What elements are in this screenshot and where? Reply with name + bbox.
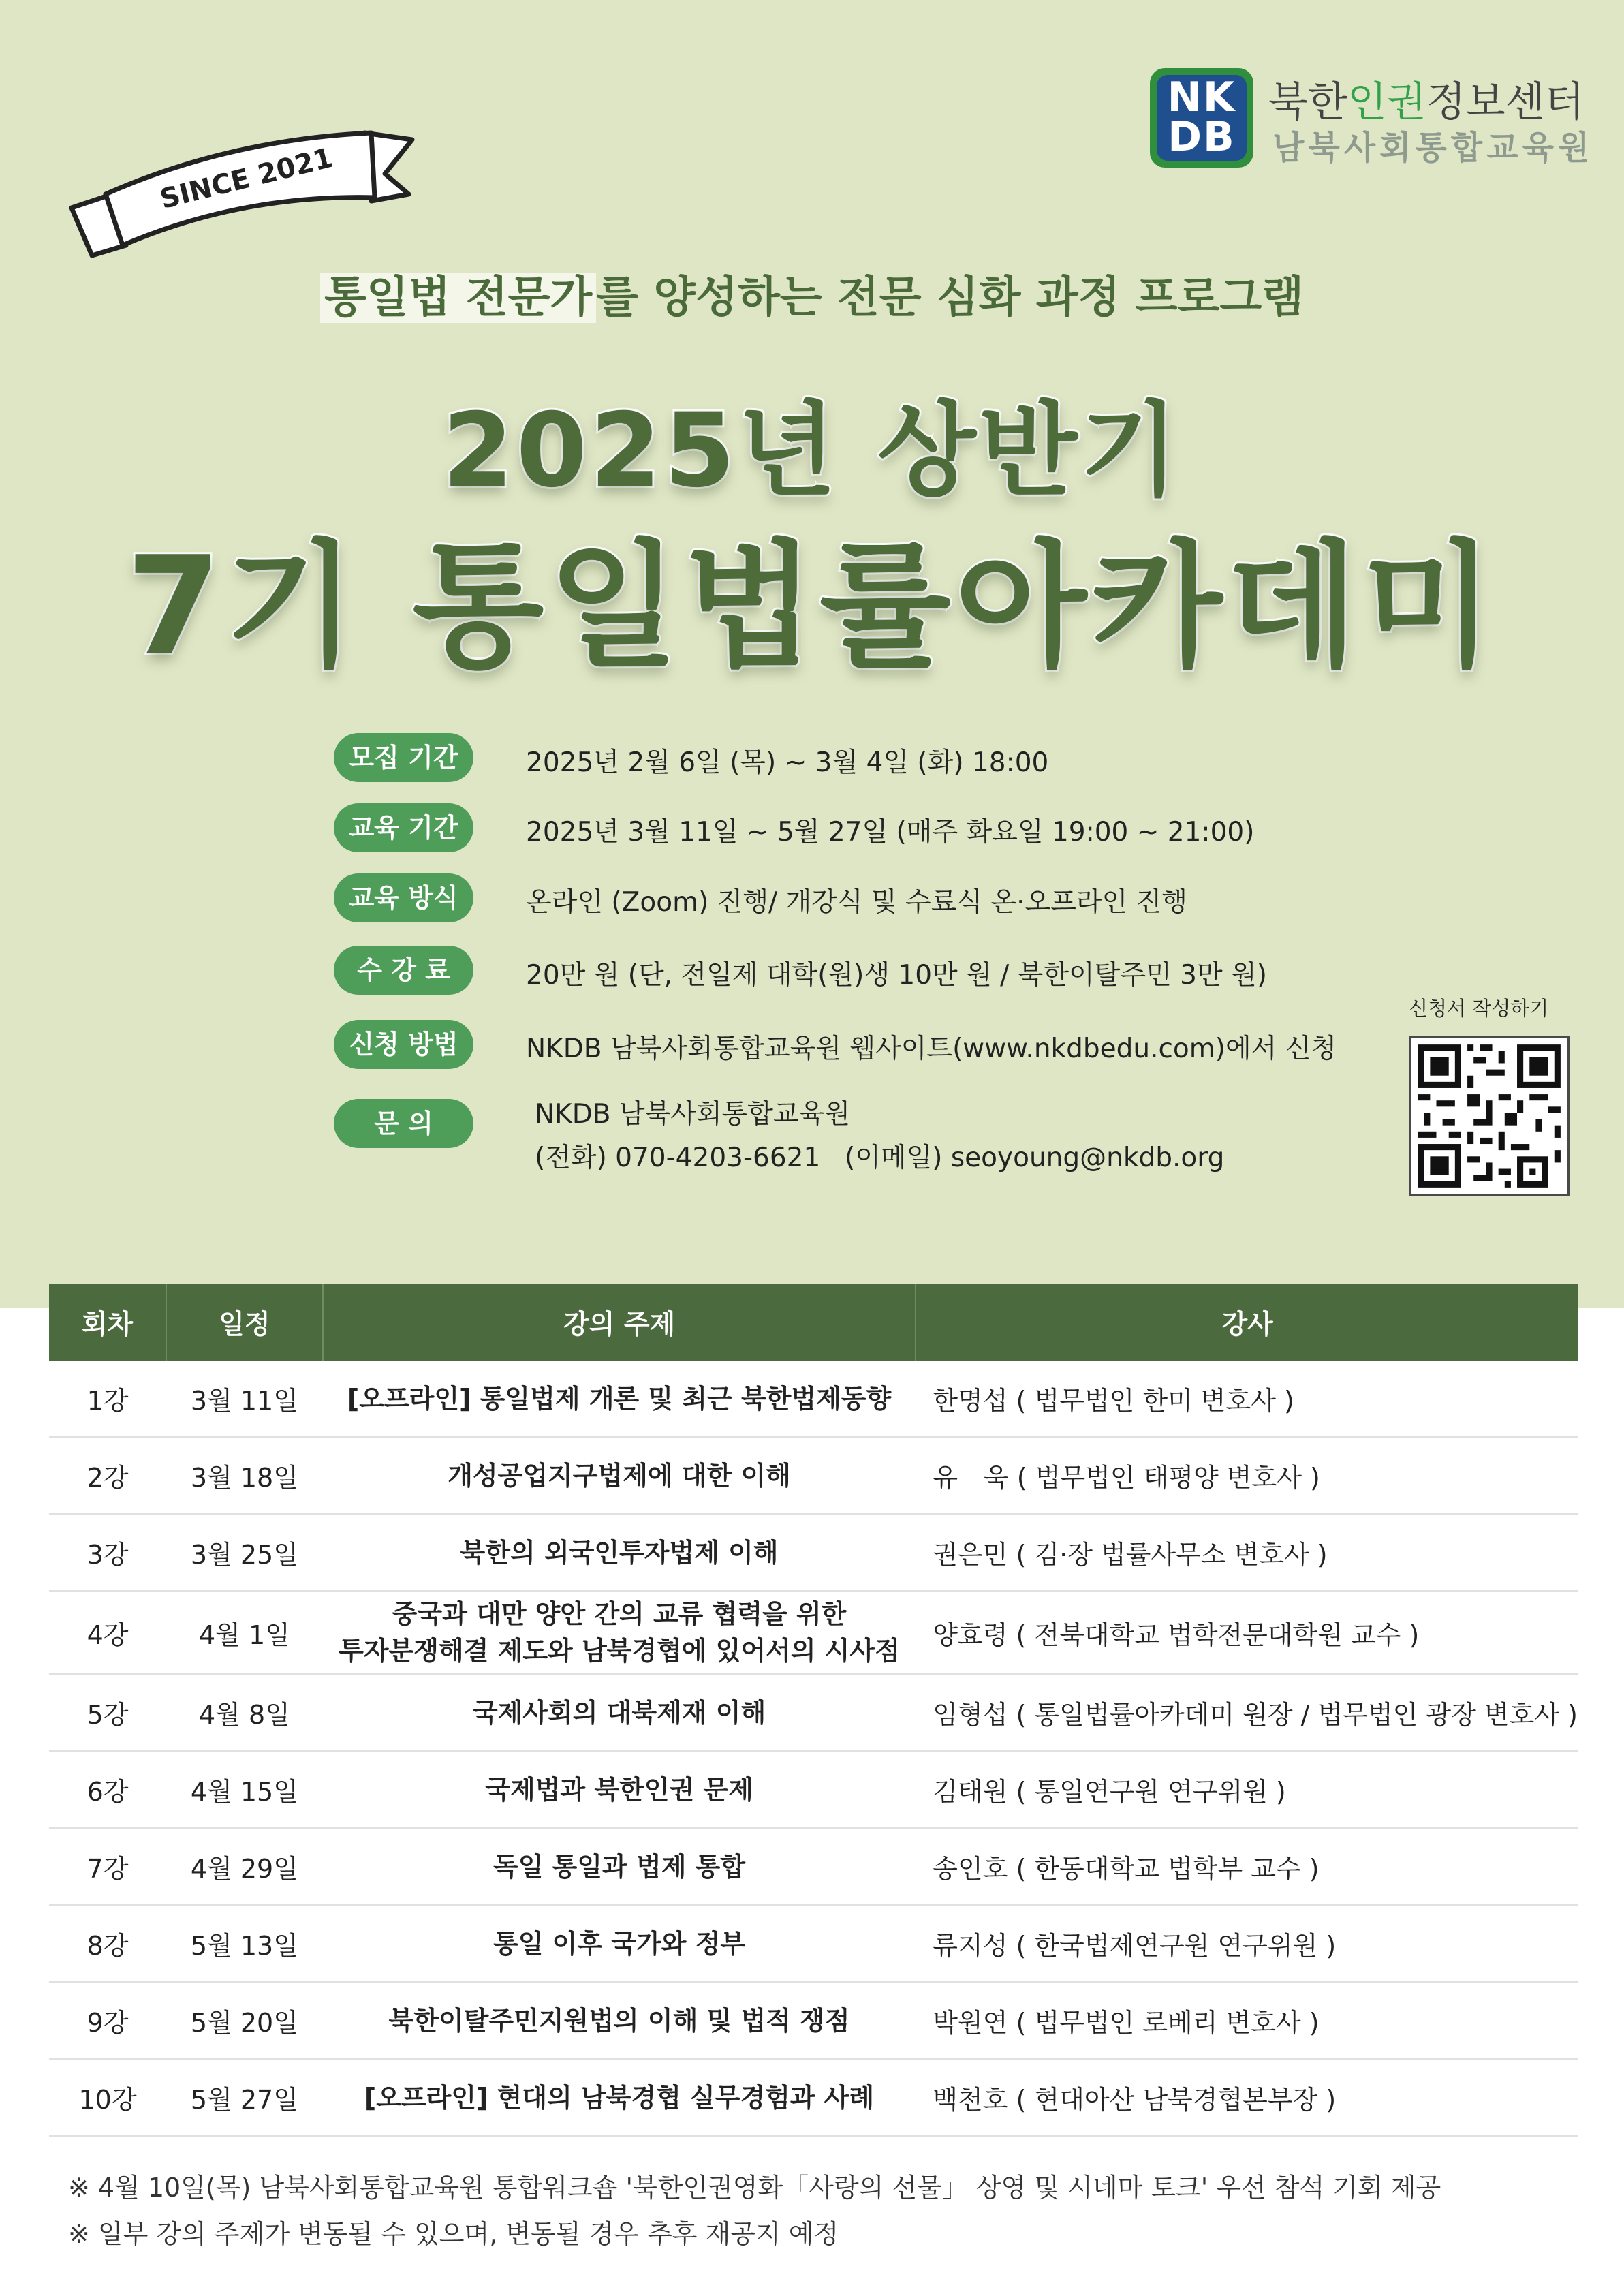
contact-phone: (전화) 070-4203-6621 bbox=[535, 1143, 821, 1173]
session-no: 2강 bbox=[49, 1437, 166, 1514]
note-2: ※ 일부 강의 주제가 변동될 수 있으며, 변동될 경우 추후 재공지 예정 bbox=[68, 2219, 839, 2249]
session-date: 3월 11일 bbox=[166, 1361, 323, 1437]
title-line-2: 7기 통일법률아카데미 bbox=[126, 527, 1498, 686]
label-contact: 문 의 bbox=[334, 1099, 473, 1148]
program-subtitle: 통일법 전문가를 양성하는 전문 심화 과정 프로그램 bbox=[0, 262, 1624, 325]
session-date: 4월 1일 bbox=[166, 1591, 323, 1674]
session-date: 5월 20일 bbox=[166, 1982, 323, 2059]
session-date: 5월 27일 bbox=[166, 2059, 323, 2136]
ribbon-text: SINCE 2021 bbox=[157, 142, 337, 216]
contact-email[interactable]: (이메일) seoyoung@nkdb.org bbox=[845, 1143, 1225, 1173]
session-date: 4월 29일 bbox=[166, 1828, 323, 1905]
table-row bbox=[49, 1982, 1578, 2059]
org-subname: 남북사회통합교육원 bbox=[1272, 129, 1594, 167]
table-row bbox=[49, 1751, 1578, 1828]
session-date: 3월 25일 bbox=[166, 1514, 323, 1591]
label-edu-period: 교육 기간 bbox=[334, 803, 473, 852]
session-lecturer: 한명섭 ( 법무법인 한미 변호사 ) bbox=[916, 1361, 1578, 1437]
session-lecturer: 권은민 ( 김·장 법률사무소 변호사 ) bbox=[916, 1514, 1578, 1591]
table-row bbox=[49, 1514, 1578, 1591]
label-edu-method: 교육 방식 bbox=[334, 873, 473, 922]
col-topic: 강의 주제 bbox=[323, 1284, 916, 1361]
session-date: 4월 8일 bbox=[166, 1674, 323, 1751]
session-lecturer: 김태원 ( 통일연구원 연구위원 ) bbox=[916, 1751, 1578, 1828]
session-topic: 독일 통일과 법제 통합 bbox=[323, 1828, 916, 1905]
session-lecturer: 송인호 ( 한동대학교 법학부 교수 ) bbox=[916, 1828, 1578, 1905]
value-edu-method: 온라인 (Zoom) 진행/ 개강식 및 수료식 온·오프라인 진행 bbox=[526, 887, 1187, 918]
session-topic: 개성공업지구법제에 대한 이해 bbox=[323, 1437, 916, 1514]
table-row bbox=[49, 1591, 1578, 1674]
session-no: 1강 bbox=[49, 1361, 166, 1437]
session-topic: 북한의 외국인투자법제 이해 bbox=[323, 1514, 916, 1591]
session-no: 4강 bbox=[49, 1591, 166, 1674]
title-line-1: 2025년 상반기 bbox=[442, 392, 1182, 510]
session-topic bbox=[323, 1591, 916, 1674]
session-topic: [오프라인] 통일법제 개론 및 최근 북한법제동향 bbox=[323, 1361, 916, 1437]
schedule-table bbox=[49, 1284, 1578, 2137]
session-lecturer: 양효령 ( 전북대학교 법학전문대학원 교수 ) bbox=[916, 1591, 1578, 1674]
value-recruit-period: 2025년 2월 6일 (목) ~ 3월 4일 (화) 18:00 bbox=[526, 747, 1049, 778]
session-no: 9강 bbox=[49, 1982, 166, 2059]
logo-text-bottom: DB bbox=[1168, 113, 1236, 161]
table-row bbox=[49, 2059, 1578, 2136]
label-fee: 수 강 료 bbox=[334, 946, 473, 995]
label-apply: 신청 방법 bbox=[334, 1020, 473, 1069]
nkdb-logo bbox=[1150, 68, 1253, 168]
session-date: 5월 13일 bbox=[166, 1905, 323, 1982]
session-no: 8강 bbox=[49, 1905, 166, 1982]
qr-label: 신청서 작성하기 bbox=[1409, 997, 1549, 1020]
session-lecturer: 임형섭 ( 통일법률아카데미 원장 / 법무법인 광장 변호사 ) bbox=[916, 1674, 1578, 1751]
label-recruit-period: 모집 기간 bbox=[334, 733, 473, 782]
session-lecturer: 백천호 ( 현대아산 남북경협본부장 ) bbox=[916, 2059, 1578, 2136]
session-no: 10강 bbox=[49, 2059, 166, 2136]
table-row bbox=[49, 1361, 1578, 1437]
session-date: 4월 15일 bbox=[166, 1751, 323, 1828]
note-1: ※ 4월 10일(목) 남북사회통합교육원 통합워크숍 '북한인권영화「사랑의 선물」 상영 및 시네마 토크' 우선 참석 기회 제공 bbox=[68, 2173, 1441, 2203]
session-no: 6강 bbox=[49, 1751, 166, 1828]
session-date: 3월 18일 bbox=[166, 1437, 323, 1514]
value-contact: NKDB 남북사회통합교육원 bbox=[535, 1099, 850, 1130]
table-row bbox=[49, 1905, 1578, 1982]
session-lecturer: 류지성 ( 한국법제연구원 연구위원 ) bbox=[916, 1905, 1578, 1982]
value-fee: 20만 원 (단, 전일제 대학(원)생 10만 원 / 북한이탈주민 3만 원) bbox=[526, 960, 1267, 991]
table-row bbox=[49, 1674, 1578, 1751]
session-topic: 국제사회의 대북제재 이해 bbox=[323, 1674, 916, 1751]
session-topic: 북한이탈주민지원법의 이해 및 법적 쟁점 bbox=[323, 1982, 916, 2059]
session-lecturer: 유 욱 ( 법무법인 태평양 변호사 ) bbox=[916, 1437, 1578, 1514]
value-edu-period: 2025년 3월 11일 ~ 5월 27일 (매주 화요일 19:00 ~ 21:00) bbox=[526, 817, 1255, 848]
session-topic: 국제법과 북한인권 문제 bbox=[323, 1751, 916, 1828]
session-topic: [오프라인] 현대의 남북경협 실무경험과 사례 bbox=[323, 2059, 916, 2136]
topic-line-2: 투자분쟁해결 제도와 남북경협에 있어서의 시사점 bbox=[339, 1636, 900, 1666]
org-name: 북한인권정보센터 bbox=[1268, 78, 1584, 126]
value-apply: NKDB 남북사회통합교육원 웹사이트(www.nkdbedu.com)에서 신청 bbox=[526, 1034, 1337, 1064]
table-header-row bbox=[49, 1284, 1578, 1361]
col-lecturer: 강사 bbox=[916, 1284, 1578, 1361]
table-row bbox=[49, 1437, 1578, 1514]
session-no: 3강 bbox=[49, 1514, 166, 1591]
table-row bbox=[49, 1828, 1578, 1905]
session-no: 5강 bbox=[49, 1674, 166, 1751]
session-topic: 통일 이후 국가와 정부 bbox=[323, 1905, 916, 1982]
logo-text-top: NK bbox=[1167, 74, 1236, 121]
topic-line-1: 중국과 대만 양안 간의 교류 협력을 위한 bbox=[392, 1599, 847, 1629]
col-date: 일정 bbox=[166, 1284, 323, 1361]
session-no: 7강 bbox=[49, 1828, 166, 1905]
qr-code[interactable] bbox=[1409, 1036, 1570, 1196]
qr-pattern bbox=[1411, 1038, 1567, 1194]
since-ribbon bbox=[65, 119, 419, 283]
session-lecturer: 박원연 ( 법무법인 로베리 변호사 ) bbox=[916, 1982, 1578, 2059]
col-session: 회차 bbox=[49, 1284, 166, 1361]
